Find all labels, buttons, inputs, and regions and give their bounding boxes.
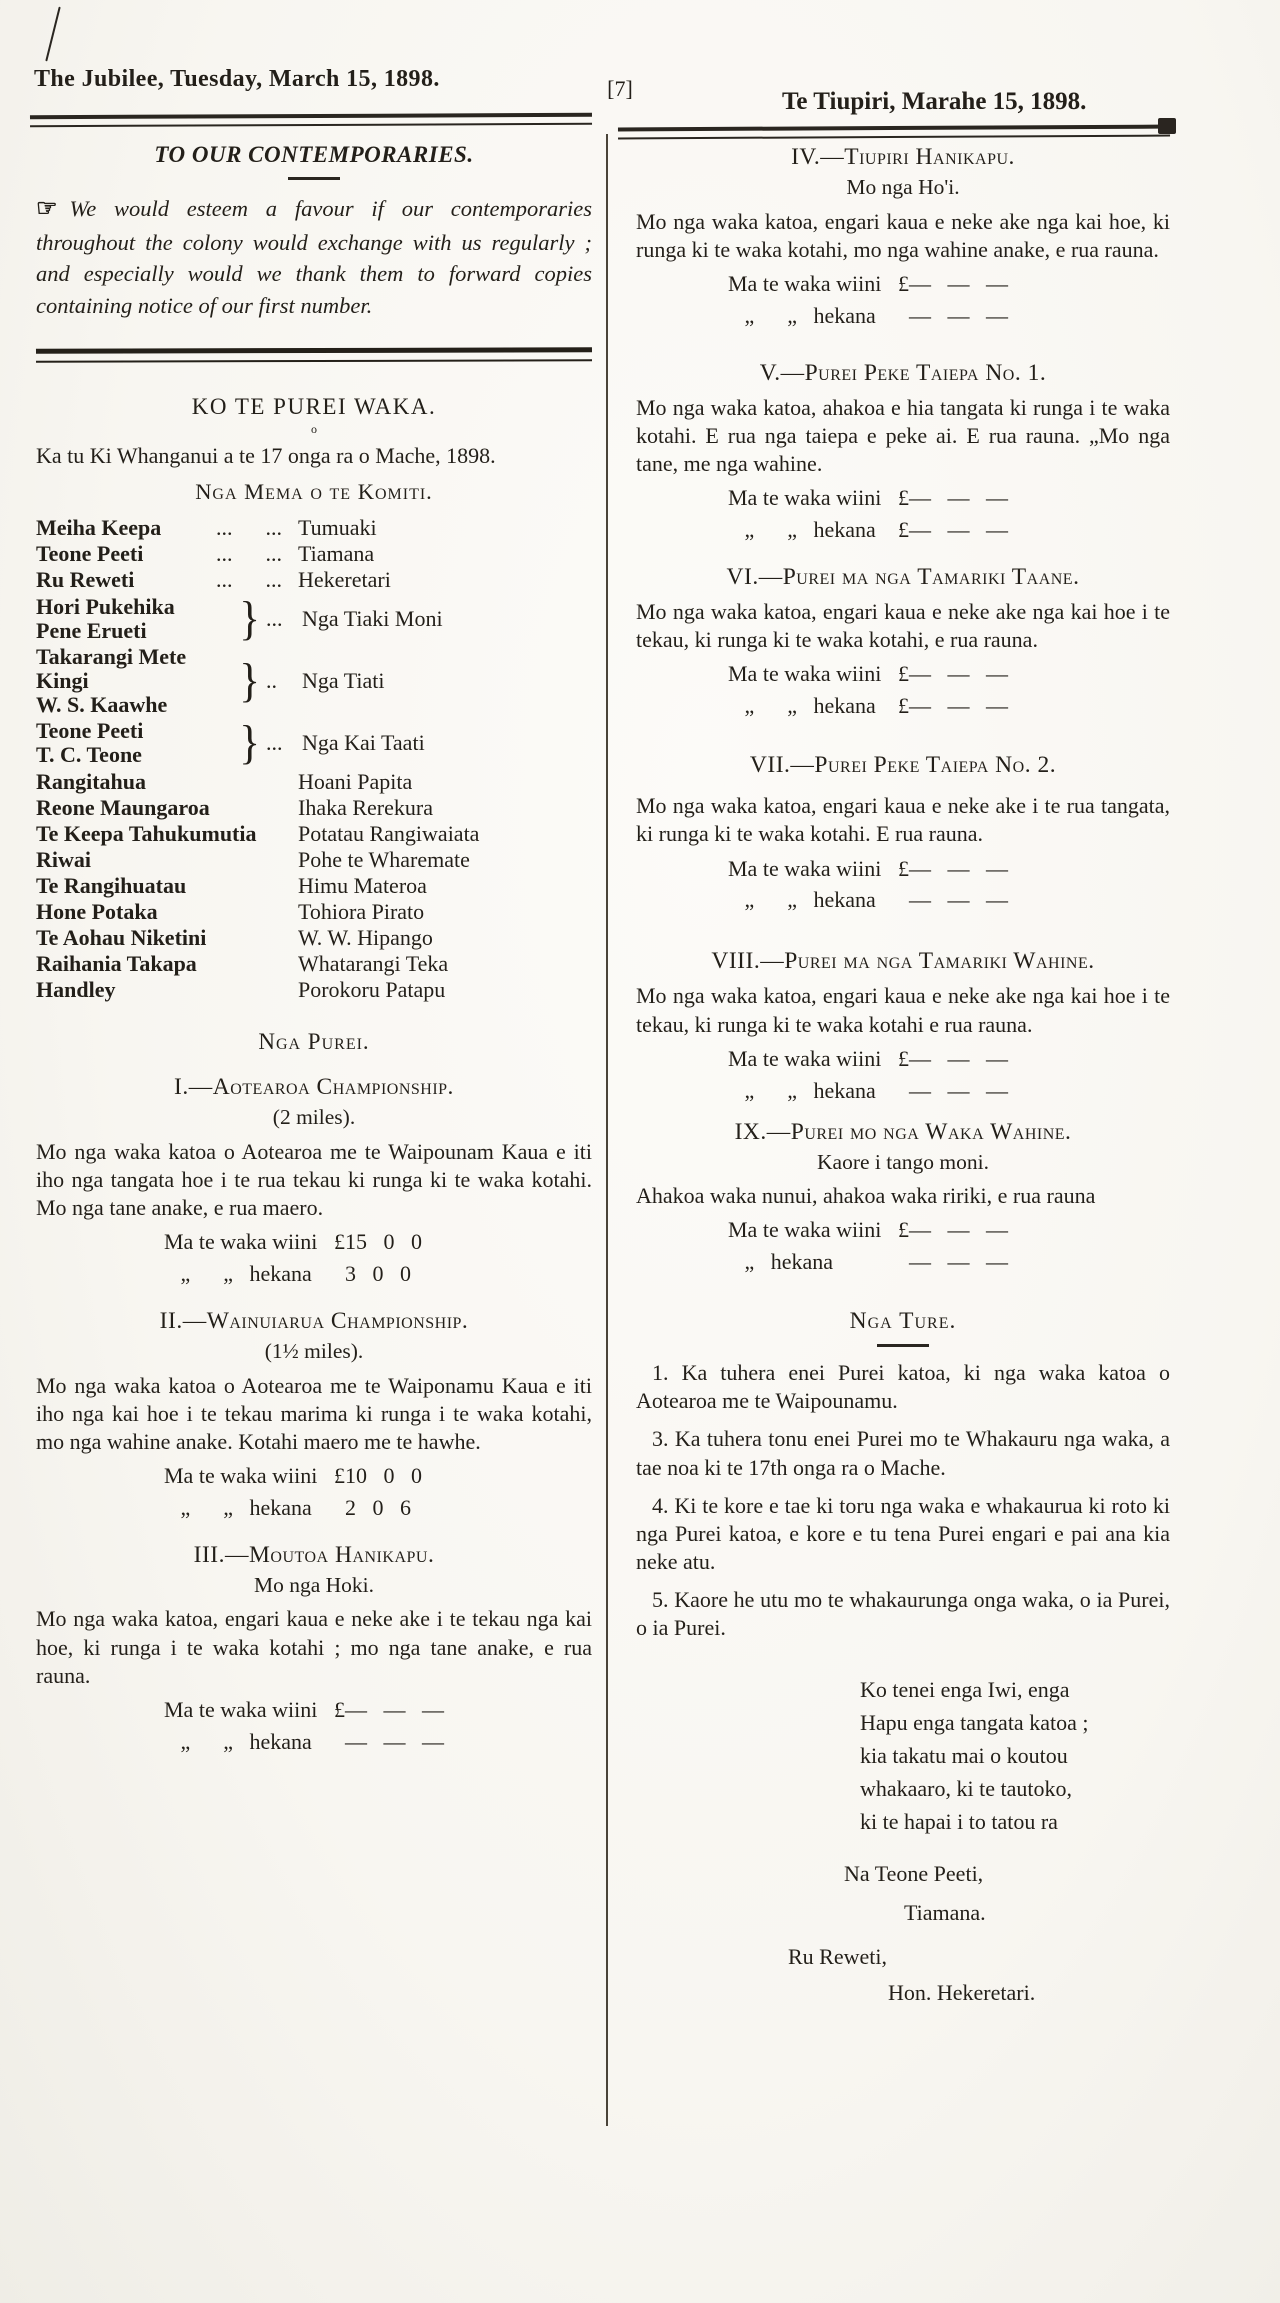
rule-number: 5. bbox=[652, 1587, 669, 1613]
event-title: VIII.—Purei ma nga Tamariki Wahine. bbox=[711, 948, 1095, 975]
member-name: Te Keepa Tahukumutia bbox=[36, 820, 257, 846]
prize-line bbox=[636, 482, 1170, 514]
event-section-2 bbox=[36, 1306, 592, 1524]
member-role: Tiamana bbox=[298, 540, 375, 566]
right-column bbox=[636, 136, 1170, 2009]
event-section-7 bbox=[636, 750, 1170, 916]
member-role: W. W. Hipango bbox=[298, 924, 433, 950]
event-section-4 bbox=[636, 142, 1170, 332]
signature-title: Tiamana. bbox=[904, 1900, 986, 1926]
title-divider bbox=[288, 177, 340, 180]
page-number: [7] bbox=[607, 76, 633, 101]
event-section-8 bbox=[636, 946, 1170, 1106]
committee-row bbox=[36, 567, 592, 593]
event-title: IX.—Purei mo nga Waka Wahine. bbox=[734, 1118, 1072, 1145]
member-name: Ru Reweti bbox=[36, 566, 135, 592]
committee-row bbox=[36, 795, 592, 821]
closing-line: whakaaro, ki te tautoko, bbox=[860, 1775, 1072, 1801]
prize-value: — — — bbox=[898, 302, 1008, 328]
event-title: II.—Wainuiarua Championship. bbox=[159, 1308, 469, 1334]
member-role: Nga Kai Taati bbox=[302, 729, 425, 755]
event-body: Mo nga waka katoa o Aotearoa me te Waipounam Kaua e iti iho nga tangata hoe i te rua tekau ki runga ki te waka kotahi. Mo nga tane anake, e rua maero. bbox=[36, 1138, 592, 1221]
event-body: Mo nga waka katoa, engari kaua e neke ake nga kai hoe i te tekau, ki runga ki te waka kotahi e rua rauna. bbox=[636, 983, 1170, 1037]
committee-row-braced bbox=[36, 591, 592, 645]
signature-title: Hon. Hekeretari. bbox=[888, 1980, 1036, 2006]
event-section-5 bbox=[636, 358, 1170, 546]
prize-value: £— — — bbox=[898, 270, 1008, 296]
column-divider bbox=[606, 134, 608, 2126]
prize-label: „ „ hekana bbox=[728, 887, 876, 913]
prize-line bbox=[636, 1043, 1170, 1075]
nga-purei-heading: Nga Purei. bbox=[258, 1028, 370, 1054]
prize-line bbox=[636, 690, 1170, 722]
prize-line bbox=[36, 1258, 592, 1290]
prize-label: Ma te waka wiini bbox=[728, 270, 882, 296]
member-name: Handley bbox=[36, 976, 116, 1002]
prize-value: £— — — bbox=[334, 1696, 444, 1722]
prize-line bbox=[636, 658, 1170, 690]
prize-label: Ma te waka wiini bbox=[728, 661, 882, 687]
closing-line: kia takatu mai o koutou bbox=[860, 1742, 1068, 1768]
rule-item bbox=[636, 1425, 1170, 1481]
committee-row bbox=[36, 769, 592, 795]
committee-row bbox=[36, 541, 592, 567]
event-title: III.—Moutoa Hanikapu. bbox=[193, 1541, 435, 1568]
member-role: Himu Materoa bbox=[298, 872, 427, 898]
event-body: Ahakoa waka nunui, ahakoa waka ririki, e rua rauna bbox=[636, 1183, 1096, 1209]
closing-line: ki te hapai i to tatou ra bbox=[860, 1808, 1058, 1834]
prize-line bbox=[36, 1694, 592, 1726]
member-role: Nga Tiati bbox=[302, 667, 385, 693]
signature-name: Na Teone Peeti, bbox=[844, 1860, 984, 1886]
prize-label: „ „ hekana bbox=[164, 1261, 312, 1287]
event-body: Mo nga waka katoa, engari kaua e neke ake i te rua tangata, ki runga ki te waka kotahi. E rua rauna. bbox=[636, 793, 1170, 847]
masthead-right: Te Tiupiri, Marahe 15, 1898. bbox=[782, 88, 1087, 115]
prize-line bbox=[36, 1460, 592, 1492]
prize-line bbox=[36, 1226, 592, 1258]
ink-blot-mark bbox=[1158, 118, 1176, 134]
closing-line: Ko tenei enga Iwi, enga bbox=[860, 1676, 1070, 1702]
leader-dots: ... ... bbox=[216, 540, 282, 566]
masthead-left: The Jubilee, Tuesday, March 15, 1898. bbox=[34, 66, 440, 92]
member-name: Teone Peeti bbox=[36, 540, 144, 566]
rule-number: 3. bbox=[652, 1426, 669, 1452]
committee-row bbox=[36, 515, 592, 541]
member-role: Hekeretari bbox=[298, 566, 391, 592]
committee-heading: Nga Mema o te Komiti. bbox=[195, 478, 433, 504]
member-role: Pohe te Wharemate bbox=[298, 846, 470, 872]
committee-name-cell bbox=[36, 567, 298, 593]
prize-value: — — — bbox=[898, 1249, 1008, 1275]
purei-waka-title: KO TE PUREI WAKA. bbox=[191, 394, 437, 420]
prize-line bbox=[36, 1492, 592, 1524]
event-section-1 bbox=[36, 1072, 592, 1290]
member-name: Raihania Takapa bbox=[36, 950, 197, 976]
committee-row bbox=[36, 821, 592, 847]
prize-label: „ „ hekana bbox=[728, 517, 876, 543]
member-role: Potatau Rangiwaiata bbox=[298, 820, 480, 846]
member-name: Te Aohau Niketini bbox=[36, 924, 207, 950]
member-role: Tumuaki bbox=[298, 514, 377, 540]
leader-dots: ... ... bbox=[216, 514, 282, 540]
prize-label: Ma te waka wiini bbox=[728, 1217, 882, 1243]
committee-name-cell bbox=[36, 645, 238, 717]
manicule-icon: ☞ bbox=[36, 196, 58, 223]
event-subtitle: (1½ miles). bbox=[264, 1339, 364, 1364]
committee-row bbox=[36, 873, 592, 899]
header-rule-left bbox=[30, 113, 592, 127]
member-name: T. C. Teone bbox=[36, 741, 142, 767]
ink-stroke-mark bbox=[45, 7, 60, 62]
contemporaries-paragraph bbox=[36, 192, 592, 322]
event-body: Mo nga waka katoa, engari kaua e neke ake nga kai hoe i te tekau, ki runga ki te waka kotahi, e rua rauna. bbox=[636, 599, 1170, 653]
member-role: Porokoru Patapu bbox=[298, 976, 446, 1002]
rule-number: 4. bbox=[652, 1492, 669, 1518]
member-role: Tohiora Pirato bbox=[298, 898, 425, 924]
left-column bbox=[36, 140, 592, 1758]
member-name: Teone Peeti bbox=[36, 717, 144, 743]
committee-row-braced bbox=[36, 715, 592, 769]
prize-value: £— — — bbox=[898, 517, 1008, 543]
prize-value: £15 0 0 bbox=[334, 1229, 422, 1255]
prize-value: — — — bbox=[898, 1077, 1008, 1103]
prize-line bbox=[36, 1726, 592, 1758]
committee-row bbox=[36, 977, 592, 1003]
prize-line bbox=[636, 268, 1170, 300]
member-role: Ihaka Rerekura bbox=[298, 794, 433, 820]
rule-item bbox=[636, 1586, 1170, 1642]
committee-name-cell bbox=[36, 595, 238, 643]
committee-name-cell bbox=[36, 541, 298, 567]
event-title: VI.—Purei ma nga Tamariki Taane. bbox=[726, 564, 1080, 591]
prize-value: 2 0 6 bbox=[334, 1494, 411, 1520]
title-divider bbox=[877, 1344, 929, 1347]
event-title: VII.—Purei Peke Taiepa No. 2. bbox=[749, 752, 1057, 779]
prize-value: £— — — bbox=[898, 1217, 1008, 1243]
event-subtitle: Kaore i tango moni. bbox=[817, 1149, 989, 1174]
contemporaries-text: We would esteem a favour if our contemporaries throughout the colony would exchange with us regularly ; and especially would we thank them to forward copies containing notice of our first number. bbox=[36, 196, 592, 319]
committee-row bbox=[36, 899, 592, 925]
committee-name-cell bbox=[36, 719, 238, 767]
prize-label: „ „ hekana bbox=[164, 1728, 312, 1754]
prize-line bbox=[636, 1246, 1170, 1278]
leader-dots: ... bbox=[266, 605, 283, 631]
prize-value: £10 0 0 bbox=[334, 1463, 422, 1489]
prize-value: £— — — bbox=[898, 485, 1008, 511]
member-name: Meiha Keepa bbox=[36, 514, 162, 540]
prize-line bbox=[636, 1075, 1170, 1107]
member-name: Rangitahua bbox=[36, 768, 147, 794]
event-title: IV.—Tiupiri Hanikapu. bbox=[791, 144, 1015, 170]
prize-label: „ „ hekana bbox=[728, 693, 876, 719]
event-title: I.—Aotearoa Championship. bbox=[174, 1074, 454, 1101]
event-section-9 bbox=[636, 1117, 1170, 1279]
closing-appeal bbox=[860, 1673, 1160, 1838]
committee-row bbox=[36, 951, 592, 977]
member-name: Reone Maungaroa bbox=[36, 794, 210, 820]
prize-value: — — — bbox=[334, 1728, 444, 1754]
closing-line: Hapu enga tangata katoa ; bbox=[860, 1709, 1089, 1735]
event-subtitle: (2 miles). bbox=[272, 1105, 356, 1130]
brace-glyph: } bbox=[239, 591, 260, 645]
member-role: Whatarangi Teka bbox=[298, 950, 449, 976]
leader-dots: .. bbox=[266, 667, 277, 693]
prize-value: 3 0 0 bbox=[334, 1261, 411, 1287]
committee-row bbox=[36, 925, 592, 951]
member-name: W. S. Kaawhe bbox=[36, 691, 168, 717]
member-role: Nga Tiaki Moni bbox=[302, 605, 443, 631]
member-name: Te Rangihuatau bbox=[36, 872, 187, 898]
member-name: Pene Erueti bbox=[36, 617, 147, 643]
title-ornament: o bbox=[311, 421, 317, 436]
event-body: Mo nga waka katoa o Aotearoa me te Waiponamu Kaua e iti iho nga kai hoe i te tekau marima ki runga i te waka kotahi, mo nga wahine anake. Kotahi maero me te hawhe. bbox=[36, 1372, 592, 1454]
member-name: Hone Potaka bbox=[36, 898, 158, 924]
prize-label: Ma te waka wiini bbox=[164, 1463, 318, 1489]
prize-line bbox=[636, 853, 1170, 885]
rule-text: Kaore he utu mo te whakaurunga onga waka, o ia Purei, o ia Purei. bbox=[636, 1587, 1170, 1641]
committee-row-braced bbox=[36, 645, 592, 717]
committee-name-cell bbox=[36, 515, 298, 541]
prize-label: „ „ hekana bbox=[164, 1494, 312, 1520]
contemporaries-title: TO OUR CONTEMPORARIES. bbox=[154, 142, 474, 167]
prize-label: „ „ hekana bbox=[728, 302, 876, 328]
rule-item bbox=[636, 1359, 1170, 1415]
prize-label: Ma te waka wiini bbox=[164, 1696, 318, 1722]
prize-line bbox=[636, 514, 1170, 546]
prize-line bbox=[636, 300, 1170, 332]
member-name: Riwai bbox=[36, 846, 91, 872]
nga-ture-heading: Nga Ture. bbox=[849, 1308, 957, 1335]
event-subtitle: Mo nga Ho'i. bbox=[846, 175, 960, 200]
section-rule bbox=[36, 348, 592, 363]
rule-text: Ka tuhera enei Purei katoa, ki nga waka katoa o Aotearoa me te Waipounamu. bbox=[636, 1360, 1171, 1414]
prize-line bbox=[636, 1214, 1170, 1246]
rule-text: Ka tuhera tonu enei Purei mo te Whakauru nga waka, a tae noa ki te 17th onga ra o Mache. bbox=[636, 1426, 1170, 1480]
event-body: Mo nga waka katoa, engari kaua e neke ake i te tekau nga kai hoe, ki runga i te waka kotahi ; mo nga tane anake, e rua rauna. bbox=[36, 1606, 592, 1688]
member-name: Takarangi Mete Kingi bbox=[36, 643, 187, 693]
leader-dots: ... ... bbox=[216, 566, 282, 592]
event-body: Mo nga waka katoa, ahakoa e hia tangata ki runga i te waka kotahi. E rua nga taiepa e peke ai. E rua rauna. „Mo nga tane, me nga wahine. bbox=[636, 394, 1170, 477]
prize-label: „ „ hekana bbox=[728, 1077, 876, 1103]
prize-label: Ma te waka wiini bbox=[728, 855, 882, 881]
event-title: V.—Purei Peke Taiepa No. 1. bbox=[759, 359, 1047, 386]
prize-line bbox=[636, 884, 1170, 916]
member-role: Hoani Papita bbox=[298, 768, 413, 794]
brace-glyph: } bbox=[239, 715, 260, 769]
purei-waka-intro: Ka tu Ki Whanganui a te 17 onga ra o Mache, 1898. bbox=[36, 442, 496, 468]
event-body: Mo nga waka katoa, engari kaua e neke ake nga kai hoe, ki runga ki te waka kotahi, mo nga wahine anake, e rua rauna. bbox=[636, 208, 1170, 262]
prize-value: — — — bbox=[898, 887, 1008, 913]
leader-dots: ... bbox=[266, 729, 283, 755]
event-subtitle: Mo nga Hoki. bbox=[253, 1572, 375, 1597]
event-section-3 bbox=[36, 1540, 592, 1758]
rule-item bbox=[636, 1492, 1170, 1576]
prize-label: Ma te waka wiini bbox=[728, 485, 882, 511]
prize-value: £— — — bbox=[898, 661, 1008, 687]
prize-label: Ma te waka wiini bbox=[728, 1045, 882, 1071]
prize-value: £— — — bbox=[898, 1045, 1008, 1071]
committee-row bbox=[36, 847, 592, 873]
prize-label: Ma te waka wiini bbox=[164, 1229, 318, 1255]
rule-number: 1. bbox=[652, 1360, 669, 1386]
rule-text: Ki te kore e tae ki toru nga waka e whakaurua ki roto ki nga Purei katoa, e kore e tu tena Purei engari e pai ana kia neke atu. bbox=[636, 1492, 1170, 1575]
event-section-6 bbox=[636, 562, 1170, 722]
signature-name: Ru Reweti, bbox=[788, 1944, 887, 1970]
prize-label: „ hekana bbox=[728, 1249, 834, 1275]
brace-glyph: } bbox=[239, 653, 260, 707]
prize-value: £— — — bbox=[898, 855, 1008, 881]
prize-value: £— — — bbox=[898, 693, 1008, 719]
member-name: Hori Pukehika bbox=[36, 593, 175, 619]
